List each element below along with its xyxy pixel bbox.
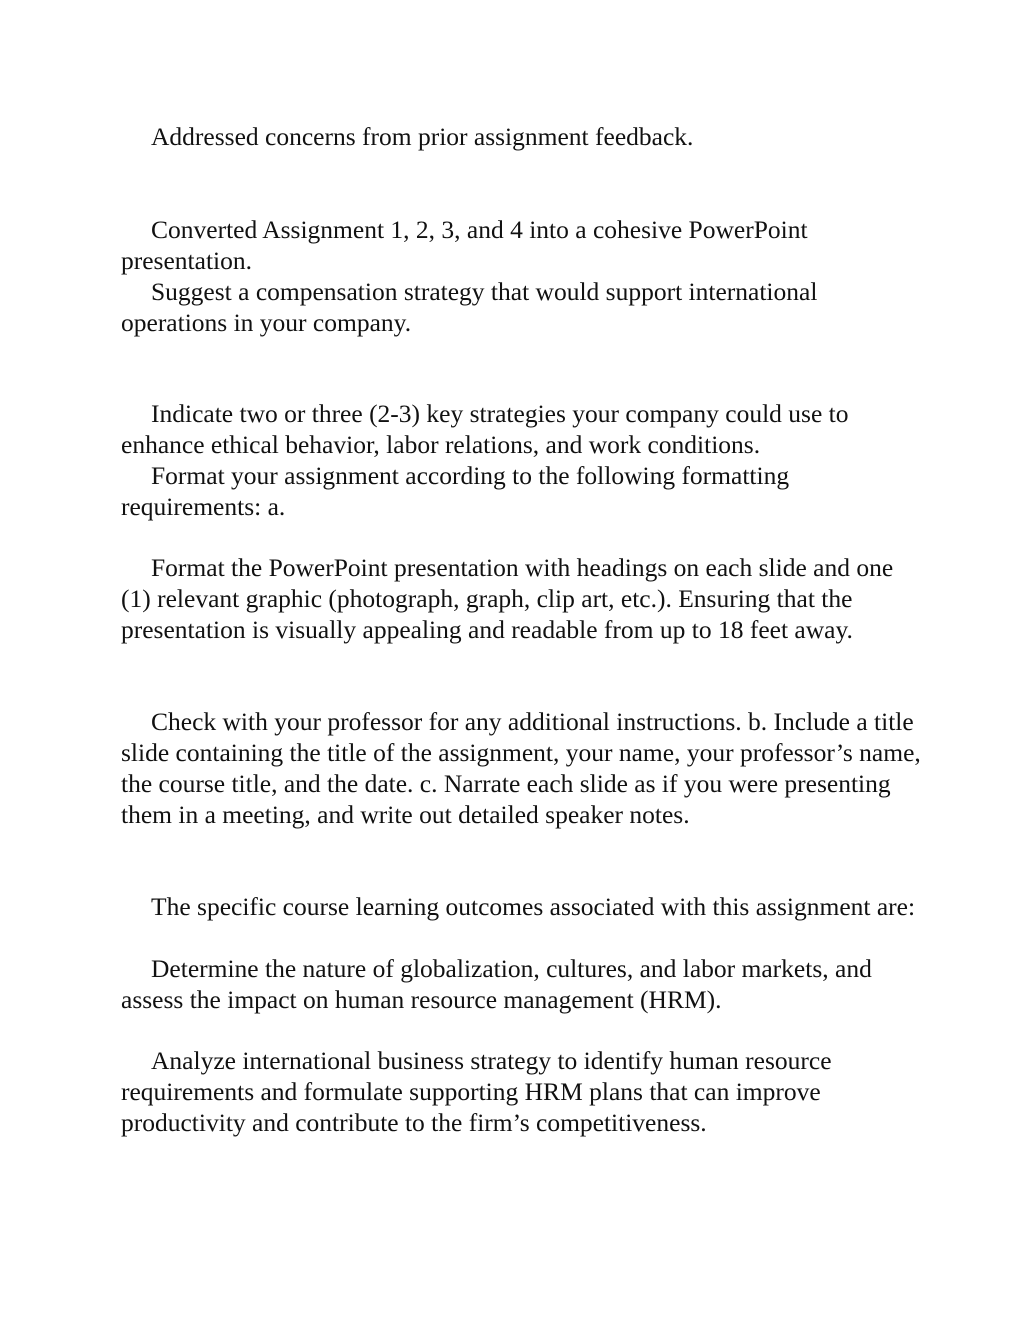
paragraph-key-strategies: Indicate two or three (2-3) key strategies your company could use to enhance ethical behavior, labor relations, and work conditions.: [121, 399, 849, 459]
paragraph-compensation-strategy: Suggest a compensation strategy that would support international operations in your company.: [121, 277, 818, 337]
paragraph-outcome-business-strategy: Analyze international business strategy to identify human resource requirements and formulate supporting HRM plans that can improve productivity and contribute to the firm’s competitiveness.: [121, 1046, 832, 1137]
paragraph-additional-instructions: Check with your professor for any additional instructions. b. Include a title slide containing the title of the assignment, your name, your professor’s name, the course title, and the date. c. Narrate each slide as if you were presenting them in a meeting, and write out detailed speaker notes.: [121, 707, 921, 829]
paragraph-prior-feedback: Addressed concerns from prior assignment feedback.: [151, 122, 694, 151]
paragraph-powerpoint-format: Format the PowerPoint presentation with headings on each slide and one (1) relevant graphic (photograph, graph, clip art, etc.). Ensuring that the presentation is visually appealing and readable from up to 18 feet away.: [121, 553, 894, 644]
paragraph-formatting-requirements: Format your assignment according to the following formatting requirements: a.: [121, 461, 790, 521]
paragraph-converted-assignments: Converted Assignment 1, 2, 3, and 4 into a cohesive PowerPoint presentation.: [121, 215, 808, 275]
paragraph-outcome-globalization: Determine the nature of globalization, cultures, and labor markets, and assess the impact on human resource management (HRM).: [121, 954, 872, 1014]
paragraph-learning-outcomes-intro: The specific course learning outcomes associated with this assignment are:: [151, 892, 916, 921]
